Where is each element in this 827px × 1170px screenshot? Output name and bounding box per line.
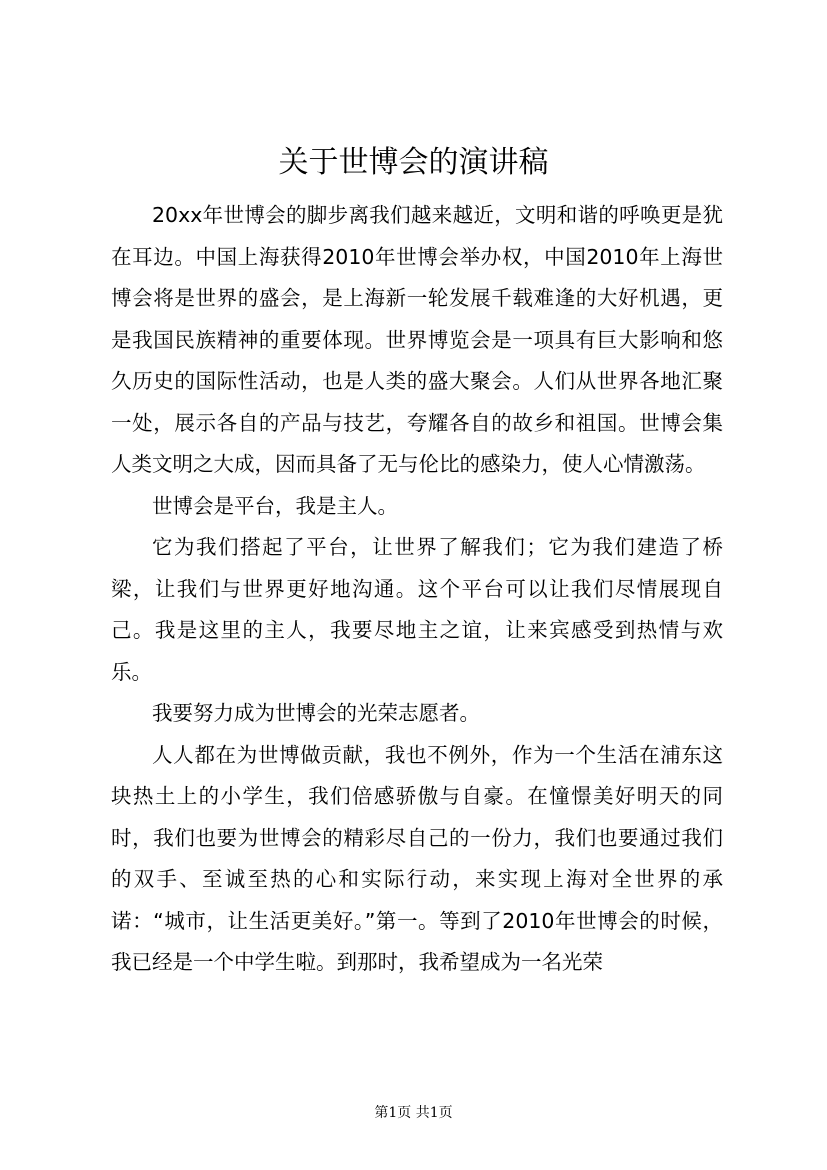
paragraph-1: 20xx年世博会的脚步离我们越来越近，文明和谐的呼唤更是犹在耳边。中国上海获得2010年世博会举办权，中国2010年上海世博会将是世界的盛会，是上海新一轮发展千载难逢的大好机遇，更是我国民族精神的重要体现。世界博览会是一项具有巨大影响和悠久历史的国际性活动，也是人类的盛大聚会。人们从世界各地汇聚一处，展示各自的产品与技艺，夸耀各自的故乡和祖国。世博会集人类文明之大成，因而具备了无与伦比的感染力，使人心情激荡。 bbox=[111, 203, 723, 476]
paragraph-2: 世博会是平台，我是主人。 bbox=[152, 493, 398, 518]
paragraph-3: 它为我们搭起了平台，让世界了解我们；它为我们建造了桥梁，让我们与世界更好地沟通。这个平台可以让我们尽情展现自己。我是这里的主人，我要尽地主之谊，让来宾感受到热情与欢乐。 bbox=[111, 535, 723, 684]
paragraph-4: 我要努力成为世博会的光荣志愿者。 bbox=[152, 701, 480, 725]
page-footer: 第1页 共1页 bbox=[374, 1105, 453, 1121]
paragraph-5: 人人都在为世博做贡献，我也不例外，作为一个生活在浦东这块热土上的小学生，我们倍感骄傲与自豪。在憧憬美好明天的同时，我们也要为世博会的精彩尽自己的一份力，我们也要通过我们的双手、至诚至热的心和实际行动，来实现上海对全世界的承诺：“城市，让生活更美好。”第一。等到了2010年世博会的时候，我已经是一个中学生啦。到那时，我希望成为一名光荣 bbox=[111, 742, 723, 974]
document-body bbox=[111, 195, 723, 984]
document-title: 关于世博会的演讲稿 bbox=[278, 145, 549, 180]
